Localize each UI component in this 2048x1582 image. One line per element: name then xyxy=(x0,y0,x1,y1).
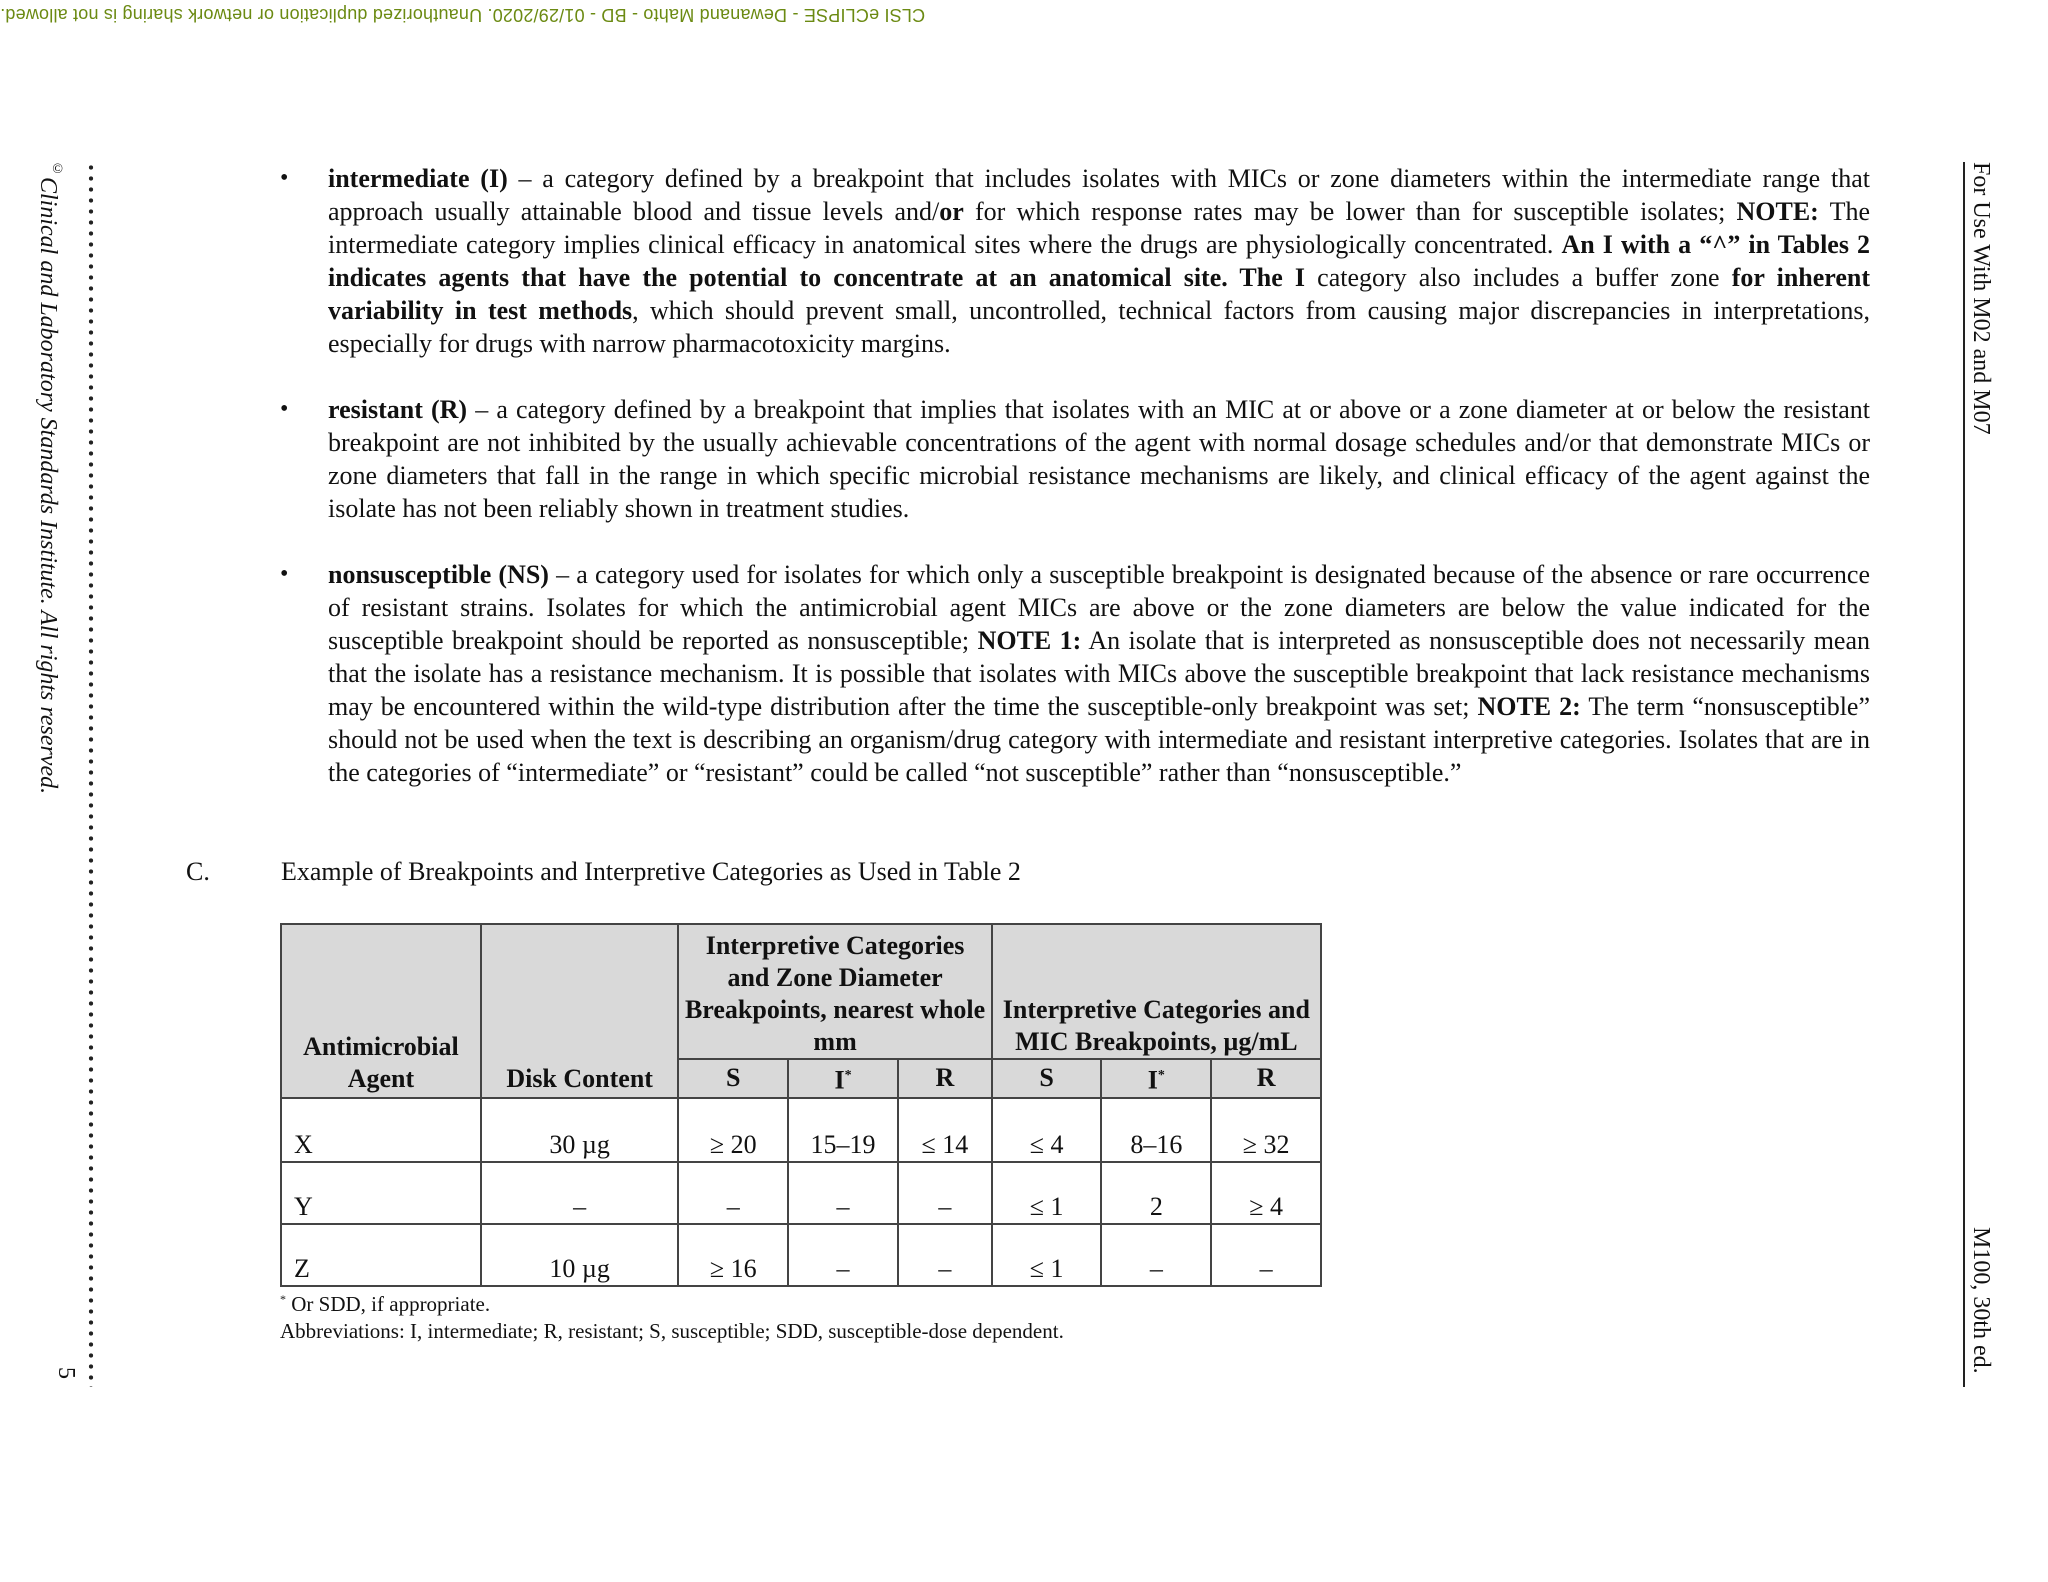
for-use-label: For Use With M02 and M07 xyxy=(1968,162,1994,435)
footnote-text: Or SDD, if appropriate. xyxy=(286,1292,491,1316)
footnote-marker: * xyxy=(1157,1068,1165,1083)
copyright-symbol: © xyxy=(50,162,65,177)
text: – a category defined by a breakpoint that includes isolates with MICs or zone diameters within the intermediate range that approach usually attainable blood and tissue levels and/ xyxy=(328,164,1870,226)
term-nonsusceptible: nonsusceptible (NS) xyxy=(328,560,549,589)
header-zone-r: R xyxy=(898,1059,992,1098)
cell-mic-i: – xyxy=(1101,1224,1211,1286)
text: category also includes a buffer zone xyxy=(1305,263,1732,292)
header-mic-group: Interpretive Categories and MIC Breakpoints, µg/mL xyxy=(992,924,1321,1059)
bullet-icon: • xyxy=(280,396,289,422)
bullet-icon: • xyxy=(280,165,289,191)
table-row xyxy=(281,1098,1321,1162)
cell-mic-r: ≥ 32 xyxy=(1211,1098,1321,1162)
cell-agent: Y xyxy=(281,1162,481,1224)
definitions-list xyxy=(280,162,1870,822)
bullet-intermediate xyxy=(280,162,1870,360)
edition-label: M100, 30th ed. xyxy=(1968,1227,1994,1374)
page-number: 5 xyxy=(53,1367,79,1379)
abbreviations-note: Abbreviations: I, intermediate; R, resistant; S, susceptible; SDD, susceptible-dose dependent. xyxy=(280,1319,1064,1343)
bullet-resistant xyxy=(280,393,1870,525)
right-margin-rule xyxy=(1963,162,1965,1387)
text: The intermediate category implies clinical efficacy in anatomical sites where the drugs are physiologically concentrated. xyxy=(328,197,1870,259)
header-antimicrobial-agent: Antimicrobial Agent xyxy=(281,924,481,1098)
header-zone-diameter-group: Interpretive Categories and Zone Diameter Breakpoints, nearest whole mm xyxy=(678,924,991,1059)
cell-mic-r: – xyxy=(1211,1224,1321,1286)
cell-zone-r: ≤ 14 xyxy=(898,1098,992,1162)
breakpoints-table xyxy=(280,923,1322,1287)
bullet-icon: • xyxy=(280,561,289,587)
text: The term “nonsusceptible” should not be used when the text is describing an organism/drug category with intermediate and resistant interpretive categories. Isolates that are in the categories of “intermediate” or “resistant” could be called “not susceptible” rather than “nonsusceptible.” xyxy=(328,692,1870,787)
cell-mic-i: 8–16 xyxy=(1101,1098,1211,1162)
header-zone-s: S xyxy=(678,1059,788,1098)
header-mic-s: S xyxy=(992,1059,1102,1098)
text: , which should prevent small, uncontrolled, technical factors from causing major discrepancies in interpretations, especially for drugs with narrow pharmacotoxicity margins. xyxy=(328,296,1870,358)
cell-disk: 10 µg xyxy=(481,1224,679,1286)
footnote-sdd xyxy=(280,1286,1064,1318)
footnote-marker: * xyxy=(844,1068,852,1083)
bold-sentence: An I with a “^” in Tables 2 indicates agents that have the potential to concentrate at an anatomical site. The I xyxy=(328,230,1871,292)
header-mic-r: R xyxy=(1211,1059,1321,1098)
header-mic-i xyxy=(1101,1059,1211,1098)
watermark: CLSI eCLIPSE - Dewanand Mahto - BD - 01/29/2020. Unauthorized duplication or network sharing is not allowed. xyxy=(0,5,926,26)
cell-agent: Z xyxy=(281,1224,481,1286)
text: An isolate that is interpreted as nonsusceptible does not necessarily mean that the isolate has a resistance mechanism. It is possible that isolates with MICs above the susceptible breakpoint that lack resistance mechanisms may be encountered within the wild-type distribution after the time the susceptible-only breakpoint was set; xyxy=(328,626,1870,721)
note-label: NOTE 1: xyxy=(977,626,1082,655)
section-heading xyxy=(186,855,1021,888)
header-i-label: I xyxy=(1147,1065,1158,1095)
cell-zone-r: – xyxy=(898,1162,992,1224)
header-zone-i xyxy=(788,1059,898,1098)
cell-zone-i: 15–19 xyxy=(788,1098,898,1162)
cell-zone-r: – xyxy=(898,1224,992,1286)
cell-zone-i: – xyxy=(788,1162,898,1224)
text: – a category used for isolates for which only a susceptible breakpoint is designated because of the absence or rare occurrence of resistant strains. Isolates for which the antimicrobial agent MICs are above or the zone diameters are below the value indicated for the susceptible breakpoint should be reported as nonsusceptible; xyxy=(328,560,1870,655)
cell-mic-i: 2 xyxy=(1101,1162,1211,1224)
bullet-nonsusceptible xyxy=(280,558,1870,789)
copyright-notice xyxy=(34,162,65,794)
table-footnotes xyxy=(280,1286,1064,1345)
copyright-text: Clinical and Laboratory Standards Institute. All rights reserved. xyxy=(35,177,61,795)
cell-mic-s: ≤ 4 xyxy=(992,1098,1102,1162)
dotted-margin-rule xyxy=(87,162,95,1387)
cell-zone-s: ≥ 20 xyxy=(678,1098,788,1162)
table-row xyxy=(281,1162,1321,1224)
cell-zone-s: – xyxy=(678,1162,788,1224)
cell-agent: X xyxy=(281,1098,481,1162)
header-disk-content: Disk Content xyxy=(481,924,679,1098)
footnote-marker: * xyxy=(280,1292,286,1306)
table-row xyxy=(281,1224,1321,1286)
text: – a category defined by a breakpoint that implies that isolates with an MIC at or above or a zone diameter at or below the resistant breakpoint are not inhibited by the usually achievable concentrations of the agent with normal dosage schedules and/or that demonstrate MICs or zone diameters that fall in the range in which specific microbial resistance mechanisms are likely, and clinical efficacy of the agent against the isolate has not been reliably shown in treatment studies. xyxy=(328,395,1870,523)
cell-disk: 30 µg xyxy=(481,1098,679,1162)
term-resistant: resistant (R) xyxy=(328,395,468,424)
cell-zone-i: – xyxy=(788,1224,898,1286)
header-i-label: I xyxy=(834,1065,845,1095)
cell-mic-s: ≤ 1 xyxy=(992,1224,1102,1286)
note-label: NOTE 2: xyxy=(1477,692,1581,721)
text: for which response rates may be lower than for susceptible isolates; xyxy=(963,197,1737,226)
cell-mic-r: ≥ 4 xyxy=(1211,1162,1321,1224)
term-intermediate: intermediate (I) xyxy=(328,164,508,193)
cell-zone-s: ≥ 16 xyxy=(678,1224,788,1286)
section-letter: C. xyxy=(186,857,210,886)
text: or xyxy=(939,197,964,226)
cell-disk: – xyxy=(481,1162,679,1224)
bold-phrase: for inherent variability in test methods xyxy=(328,263,1871,325)
cell-mic-s: ≤ 1 xyxy=(992,1162,1102,1224)
note-label: NOTE: xyxy=(1736,197,1819,226)
section-title: Example of Breakpoints and Interpretive Categories as Used in Table 2 xyxy=(281,857,1021,886)
